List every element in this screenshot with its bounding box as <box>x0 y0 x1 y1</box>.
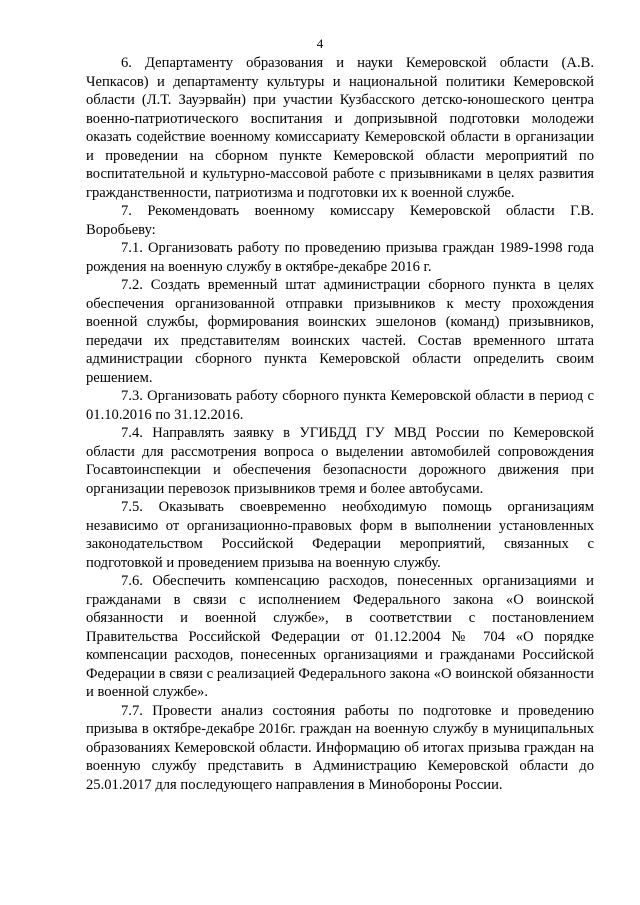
paragraph-7-6: 7.6. Обеспечить компенсацию расходов, понесенных организациями и гражданами в связи с исполнением Федерального закона «О воинской обязанности и военной службе», в соответствии с постановлением Правительства Российской Федерации от 01.12.2004 № 704 «О порядке компенсации расходов, понесенных организациями и гражданами Российской Федерации в связи с реализацией Федерального закона «О воинской обязанности и военной службе». <box>86 573 594 700</box>
paragraph-7-7: 7.7. Провести анализ состояния работы по подготовке и проведению призыва в октябре-декабре 2016г. граждан на военную службу в муниципальных образованиях Кемеровской области. Информацию об итогах призыва граждан на военную службу представить в Администрацию Кемеровской области до 25.01.2017 для последующего направления в Минобороны России. <box>86 702 594 793</box>
paragraph-7: 7. Рекомендовать военному комиссару Кемеровской области Г.В. Воробьеву: <box>86 203 594 238</box>
paragraph-7-4: 7.4. Направлять заявку в УГИБДД ГУ МВД России по Кемеровской области для рассмотрения вопроса о выделении автомобилей сопровождения Госавтоинспекции и обеспечения безопасности дорожного движения при организации перевозок призывников тремя и более автобусами. <box>86 425 594 497</box>
paragraph-7-5: 7.5. Оказывать своевременно необходимую помощь организациям независимо от организационно-правовых форм в выполнении установленных законодательством Российской Федерации мероприятий, связанных с подготовкой и проведением призыва на военную службу. <box>86 499 594 571</box>
paragraph-7-3: 7.3. Организовать работу сборного пункта Кемеровской области в период с 01.10.2016 по 31.12.2016. <box>86 388 594 423</box>
paragraph-7-2: 7.2. Создать временный штат администрации сборного пункта в целях обеспечения организованной отправки призывников к месту прохождения военной службы, формирования воинских эшелонов (команд) призывников, передачи их представителям воинских частей. Состав временного штата администрации сборного пункта Кемеровской области определить своим решением. <box>86 277 594 386</box>
paragraph-6: 6. Департаменту образования и науки Кемеровской области (А.В. Чепкасов) и департаменту культуры и национальной политики Кемеровской области (Л.Т. Зауэрвайн) при участии Кузбасского детско-юношеского центра военно-патриотического воспитания и допризывной подготовки молодежи оказать содействие военному комиссариату Кемеровской области в организации и проведении на сборном пункте Кемеровской области мероприятий по воспитательной и культурно-массовой работе с призывниками в целях развития гражданственности, патриотизма и подготовки их к военной службе. <box>86 55 594 201</box>
paragraph-7-1: 7.1. Организовать работу по проведению призыва граждан 1989-1998 года рождения на военную службу в октябре-декабре 2016 г. <box>86 240 594 275</box>
document-body <box>86 54 594 794</box>
page-number: 4 <box>316 36 324 51</box>
